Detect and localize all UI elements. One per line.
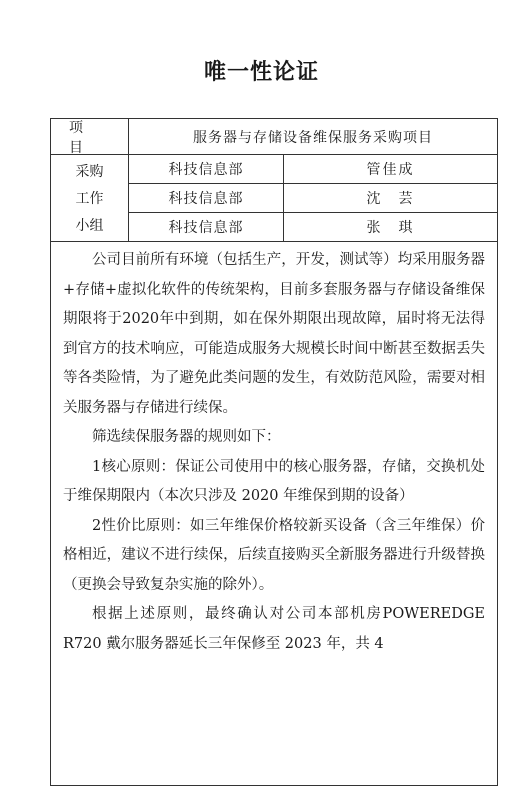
member-dept: 科技信息部 <box>129 184 284 212</box>
argument-form <box>50 118 498 786</box>
member-name: 张 琪 <box>366 220 415 236</box>
member-dept: 科技信息部 <box>129 213 284 241</box>
procurement-team <box>51 155 497 242</box>
body-paragraph: 1核心原则：保证公司使用中的核心服务器，存储，交换机处于维保期限内（本次只涉及 2020 年维保到期的设备） <box>63 458 485 504</box>
page-title: 唯一性论证 <box>203 60 319 85</box>
body-paragraph: 公司目前所有环境（包括生产，开发，测试等）均采用服务器+存储+虚拟化软件的传统架构，目前多套服务器与存储设备维保期限将于2020年中到期，如在保外期限出现故障，届时将无法得到官方的技术响应，可能造成服务大规模长时间中断甚至数据丢失等各类险情，为了避免此类问题的发生，有效防范风险，需要对相关服务器与存储进行续保。 <box>63 252 485 416</box>
team-label-line: 工作 <box>75 190 104 207</box>
argument-body <box>51 242 497 785</box>
member-name: 管佳成 <box>366 162 415 178</box>
team-member-row <box>129 184 497 213</box>
body-paragraph: 2性价比原则：如三年维保价格较新买设备（含三年维保）价格相近，建议不进行续保，后续直接购买全新服务器进行升级替换（更换会导致复杂实施的除外）。 <box>63 517 485 593</box>
project-row <box>51 119 497 155</box>
member-dept: 科技信息部 <box>129 155 284 183</box>
body-paragraph: 筛选续保服务器的规则如下： <box>92 429 281 445</box>
team-label-line: 采购 <box>75 163 104 180</box>
team-label-line: 小组 <box>75 218 104 235</box>
project-value: 服务器与存储设备维保服务采购项目 <box>193 129 433 146</box>
team-members <box>129 155 497 241</box>
team-member-row <box>129 155 497 184</box>
project-label: 项 目 <box>51 119 129 154</box>
body-paragraph: 根据上述原则，最终确认对公司本部机房POWEREDGE R720 戴尔服务器延长三年保修至 2023 年，共 4 <box>63 606 485 652</box>
member-name: 沈 芸 <box>366 191 415 207</box>
team-member-row <box>129 213 497 241</box>
team-label <box>51 155 129 241</box>
